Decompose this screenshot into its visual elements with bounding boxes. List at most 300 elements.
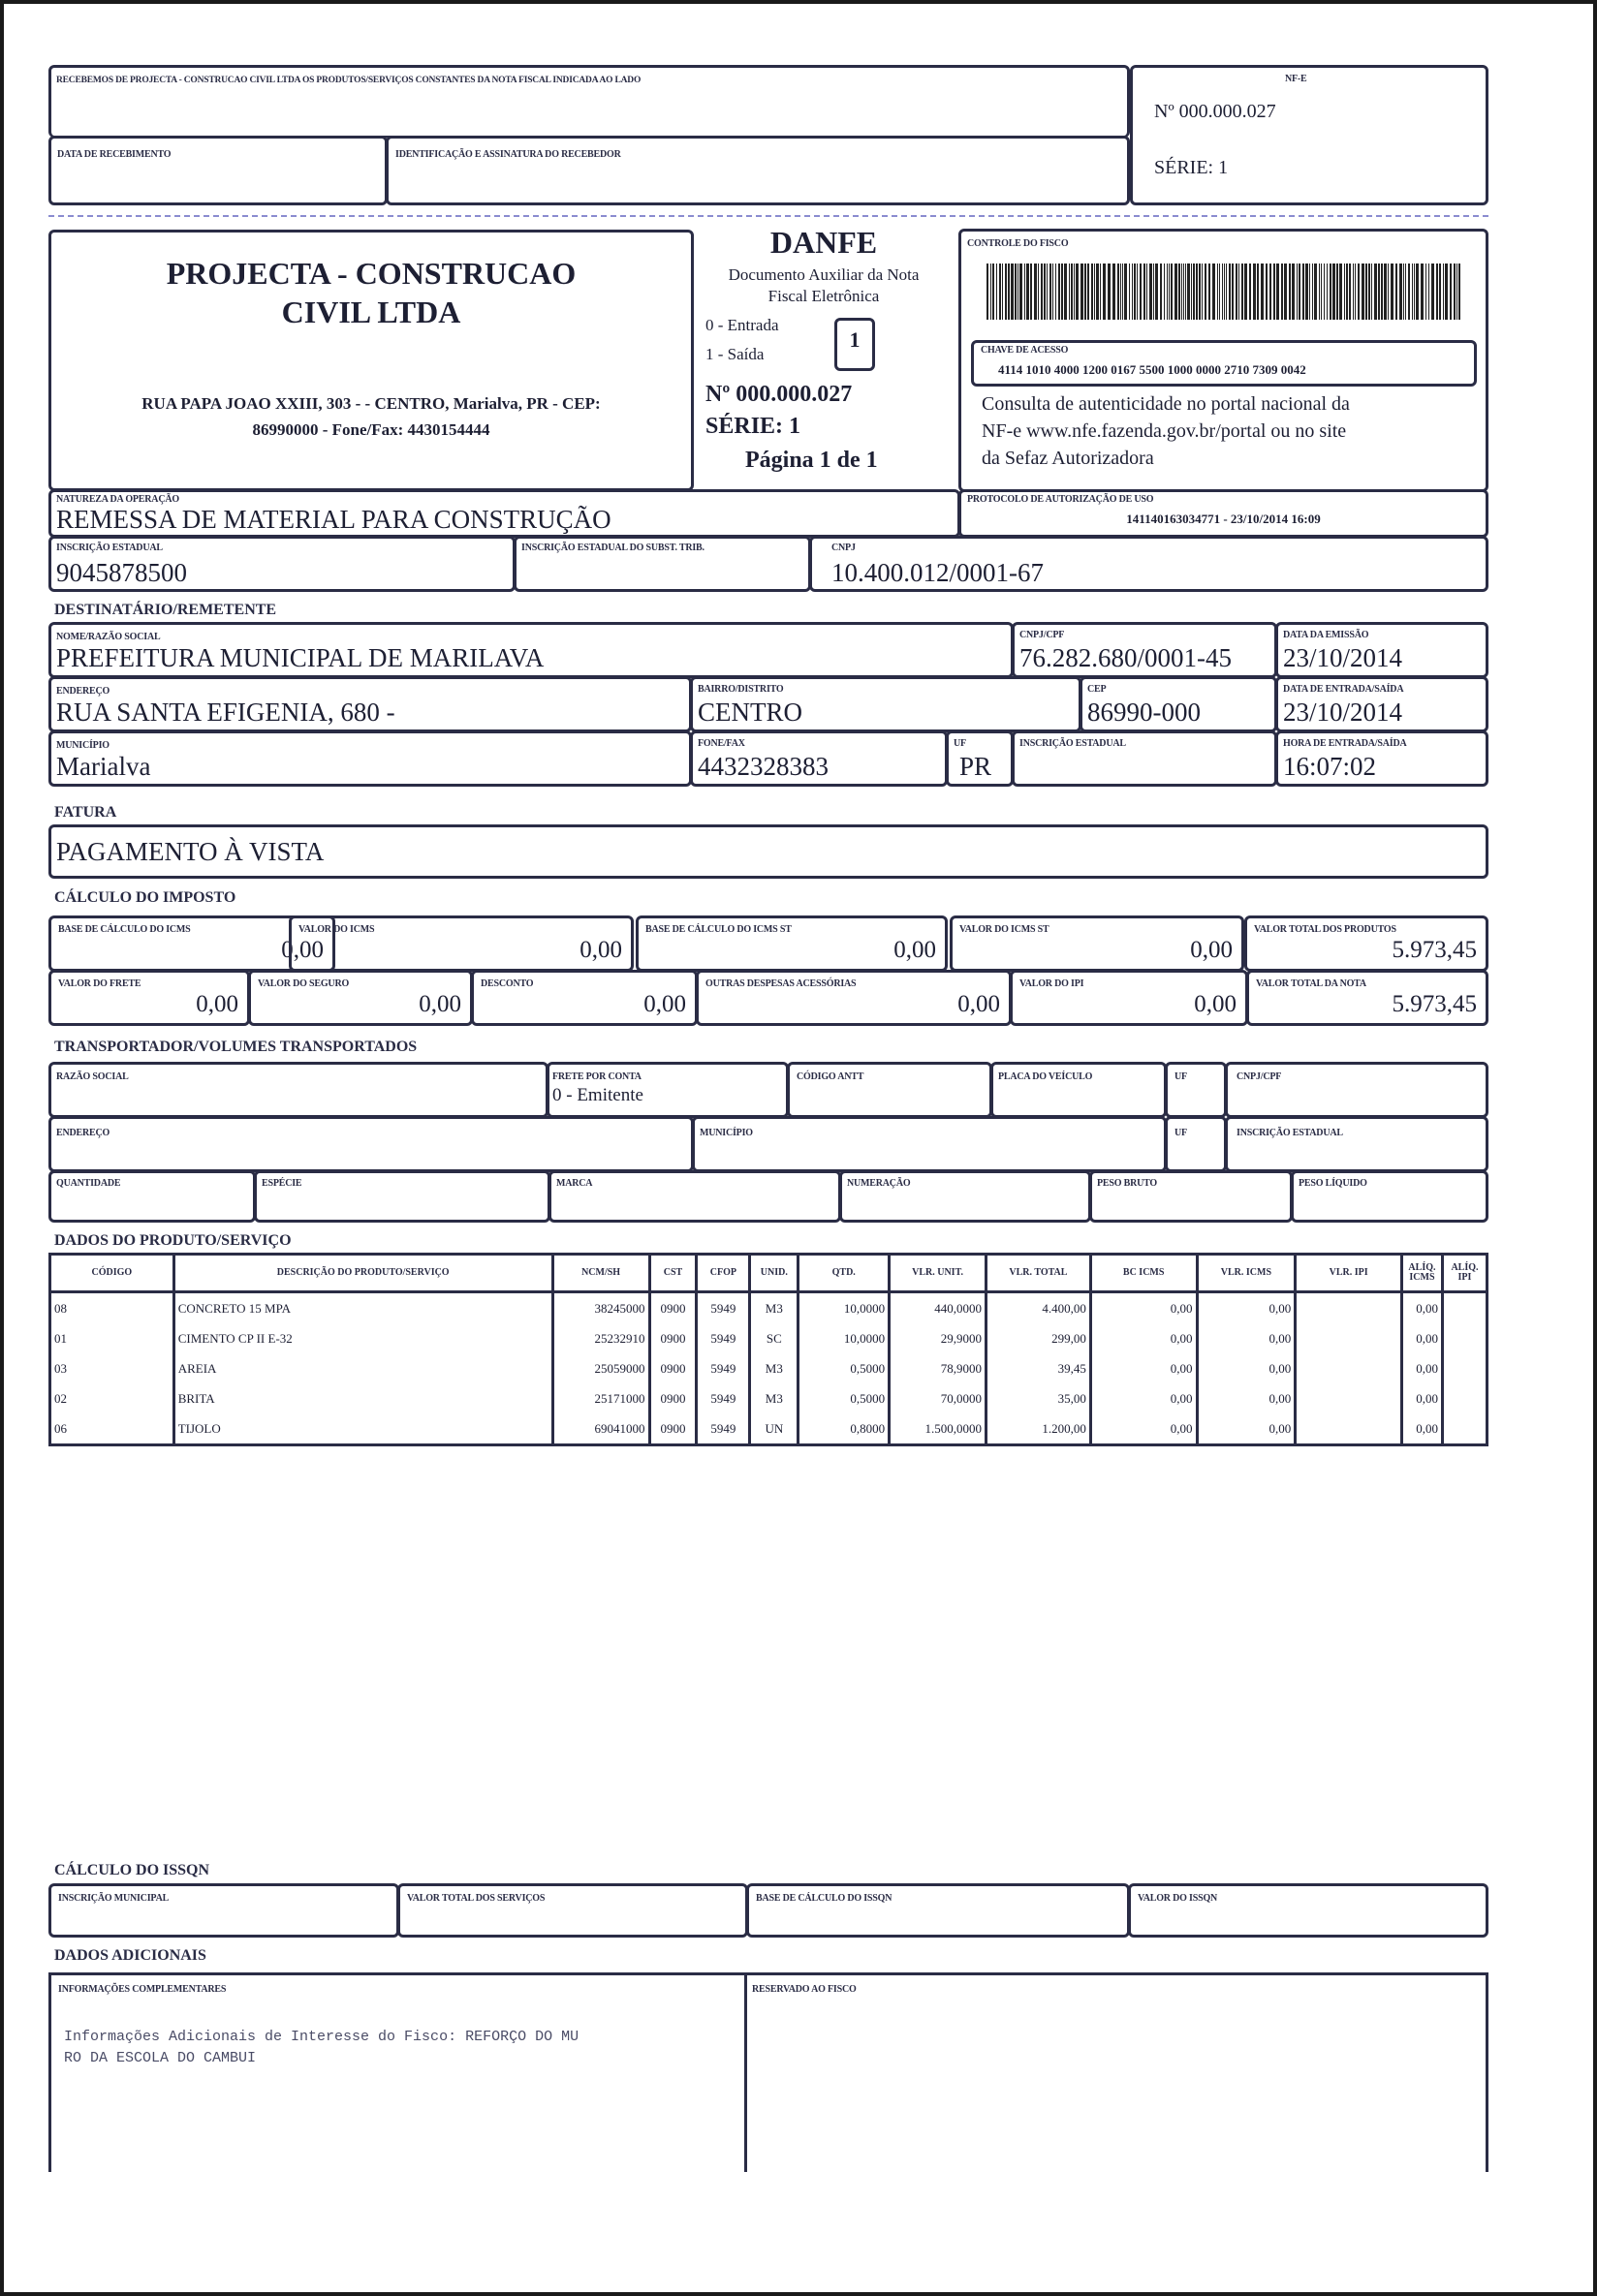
imposto-value: 0,00 (1190, 937, 1233, 963)
barcode-bar (1229, 264, 1231, 320)
barcode-bar (1094, 264, 1095, 320)
dest-endereco-value: RUA SANTA EFIGENIA, 680 - (56, 698, 395, 727)
produtos-cell: M3 (750, 1292, 798, 1324)
canhoto-nfe-box (1130, 65, 1488, 205)
barcode-bar (1071, 264, 1073, 320)
produtos-cell (1296, 1383, 1402, 1413)
imposto-label: DESCONTO (481, 978, 534, 989)
barcode-bar (1403, 264, 1404, 320)
danfe-page (4, 4, 1593, 2292)
barcode-bar (1414, 264, 1415, 320)
produtos-cell: 0,00 (1090, 1323, 1197, 1353)
barcode-bar (1202, 264, 1203, 320)
produtos-cell: TIJOLO (173, 1413, 552, 1445)
emitente-nome-2: CIVIL LTDA (281, 295, 461, 329)
barcode-bar (1155, 264, 1158, 320)
barcode-bar (1281, 264, 1283, 320)
barcode-bar (1171, 264, 1173, 320)
transp-razao-label: RAZÃO SOCIAL (56, 1071, 129, 1082)
produtos-cell: 35,00 (986, 1383, 1091, 1413)
protocolo-label: PROTOCOLO DE AUTORIZAÇÃO DE USO (967, 494, 1154, 505)
barcode-bar (1381, 264, 1383, 320)
canhoto-nfe-label: NF-E (1285, 74, 1307, 84)
produtos-row (50, 1323, 1487, 1353)
produtos-cell: 08 (50, 1292, 174, 1324)
barcode-bar (1408, 264, 1410, 320)
produtos-cell: 0900 (649, 1413, 697, 1445)
transp-antt-box (787, 1062, 992, 1118)
barcode-bar (1164, 264, 1165, 320)
danfe-pagina: Página 1 de 1 (745, 448, 878, 473)
produtos-cell: 38245000 (552, 1292, 649, 1324)
imposto-label: BASE DE CÁLCULO DO ICMS ST (645, 924, 792, 935)
canhoto-recebemos-text: RECEBEMOS DE PROJECTA - CONSTRUCAO CIVIL LTDA OS PRODUTOS/SERVIÇOS CONSTANTES DA NOTA FISCAL INDICADA AO LADO (56, 76, 642, 85)
reservado-fisco-label: RESERVADO AO FISCO (752, 1984, 857, 1995)
produtos-cell: 0,00 (1401, 1292, 1442, 1324)
transp-uf-label: UF (1174, 1071, 1187, 1082)
barcode-bar (1026, 264, 1029, 320)
imposto-value: 0,00 (643, 991, 686, 1017)
produtos-cell: 10,0000 (798, 1292, 890, 1324)
issqn-im-box (48, 1883, 399, 1938)
consulta-3: da Sefaz Autorizadora (982, 448, 1154, 469)
adicionais-right-border (1486, 1972, 1488, 2172)
imposto-value: 0,00 (579, 937, 622, 963)
barcode-bar (1416, 264, 1419, 320)
transp-endereco-box (48, 1116, 694, 1172)
transp-quantidade-label: QUANTIDADE (56, 1178, 121, 1189)
barcode-bar (1319, 264, 1320, 320)
barcode-bar (1224, 264, 1225, 320)
danfe-tipo: 1 (849, 327, 861, 352)
issqn-im-label: INSCRIÇÃO MUNICIPAL (58, 1893, 170, 1904)
data-recebimento-label: DATA DE RECEBIMENTO (57, 149, 172, 160)
fatura-section: FATURA (54, 804, 117, 821)
transp-especie-label: ESPÉCIE (262, 1178, 302, 1189)
barcode-bar (1289, 264, 1291, 320)
barcode-bar (1324, 264, 1325, 320)
imposto-value: 0,00 (419, 991, 461, 1017)
barcode-bar (1253, 264, 1256, 320)
produtos-cell (1442, 1413, 1487, 1445)
barcode-bar (1302, 264, 1304, 320)
barcode-bar (1443, 264, 1444, 320)
barcode-bar (990, 264, 991, 320)
imposto-value: 0,00 (893, 937, 936, 963)
barcode-bar (1084, 264, 1086, 320)
produtos-header-row (50, 1255, 1487, 1292)
imposto-label: VALOR DO SEGURO (258, 978, 350, 989)
issqn-base-box (746, 1883, 1130, 1938)
barcode-bar (1129, 264, 1130, 320)
produtos-cell: 0,00 (1401, 1413, 1442, 1445)
produtos-cell: 25232910 (552, 1323, 649, 1353)
produtos-cell: 02 (50, 1383, 174, 1413)
controle-fisco-label: CONTROLE DO FISCO (967, 238, 1069, 249)
barcode-bar (1112, 264, 1115, 320)
produtos-header-cell: QTD. (798, 1255, 890, 1292)
barcode-bar (1087, 264, 1089, 320)
info-complementares-line2: RO DA ESCOLA DO CAMBUI (64, 2050, 257, 2066)
emitente-nome-1: PROJECTA - CONSTRUCAO (166, 256, 577, 291)
barcode-bar (1336, 264, 1338, 320)
transp-uf2-box (1165, 1116, 1227, 1172)
produtos-row (50, 1353, 1487, 1383)
barcode-bar (1425, 264, 1426, 320)
produtos-cell: 0900 (649, 1292, 697, 1324)
transp-frete-label: FRETE POR CONTA (552, 1071, 642, 1082)
produtos-cell: 01 (50, 1323, 174, 1353)
imposto-label: BASE DE CÁLCULO DO ICMS (58, 924, 191, 935)
consulta-1: Consulta de autenticidade no portal nacional da (982, 393, 1350, 415)
produtos-cell: 03 (50, 1353, 174, 1383)
produtos-cell: 0,8000 (798, 1413, 890, 1445)
transp-endereco-label: ENDEREÇO (56, 1128, 110, 1138)
barcode-bar (1355, 264, 1356, 320)
danfe-entrada: 0 - Entrada (705, 316, 779, 334)
barcode-bar (1450, 264, 1452, 320)
produtos-cell: 29,9000 (890, 1323, 986, 1353)
produtos-header-cell: NCM/SH (552, 1255, 649, 1292)
barcode-bar (1458, 264, 1460, 320)
barcode-bar (1055, 264, 1056, 320)
imposto-section: CÁLCULO DO IMPOSTO (54, 889, 236, 906)
produtos-header-cell: VLR. UNIT. (890, 1255, 986, 1292)
dest-fone-value: 4432328383 (698, 752, 829, 781)
transportador-section: TRANSPORTADOR/VOLUMES TRANSPORTADOS (54, 1039, 418, 1055)
barcode-bar (1047, 264, 1048, 320)
info-complementares-line1: Informações Adicionais de Interesse do Fisco: REFORÇO DO MU (64, 2029, 579, 2045)
canhoto-numero: Nº 000.000.027 (1154, 101, 1276, 122)
barcode-bar (1378, 264, 1380, 320)
barcode-bar (1269, 264, 1271, 320)
transp-numeracao-label: NUMERAÇÃO (847, 1178, 911, 1189)
dest-endereco-label: ENDEREÇO (56, 686, 110, 697)
produtos-cell: 0,00 (1401, 1323, 1442, 1353)
produtos-cell: 4.400,00 (986, 1292, 1091, 1324)
barcode-bar (1332, 264, 1335, 320)
barcode-bar (1299, 264, 1300, 320)
barcode-bar (1212, 264, 1215, 320)
barcode-bar (1309, 264, 1310, 320)
identificacao-box (386, 136, 1130, 205)
produtos-cell: 0,5000 (798, 1353, 890, 1383)
transp-placa-box (990, 1062, 1167, 1118)
barcode-bar (1096, 264, 1099, 320)
natureza-value: REMESSA DE MATERIAL PARA CONSTRUÇÃO (56, 505, 611, 534)
barcode-bar (999, 264, 1001, 320)
produtos-cell: 1.200,00 (986, 1413, 1091, 1445)
emitente-endereco-2: 86990000 - Fone/Fax: 4430154444 (252, 420, 490, 439)
produtos-header-cell: CFOP (697, 1255, 750, 1292)
barcode-bar (1019, 264, 1022, 320)
produtos-cell: 25171000 (552, 1383, 649, 1413)
transp-ie-label: INSCRIÇÃO ESTADUAL (1237, 1128, 1343, 1138)
produtos-header-cell: DESCRIÇÃO DO PRODUTO/SERVIÇO (173, 1255, 552, 1292)
produtos-cell: CONCRETO 15 MPA (173, 1292, 552, 1324)
barcode-bar (1222, 264, 1223, 320)
protocolo-value: 141140163034771 - 23/10/2014 16:09 (1126, 512, 1321, 526)
barcode-bar (1349, 264, 1351, 320)
barcode-bar (1064, 264, 1067, 320)
barcode-bar (1049, 264, 1051, 320)
barcode-bar (1041, 264, 1043, 320)
cnpj-emitente-label: CNPJ (831, 543, 856, 553)
imposto-label: VALOR DO IPI (1019, 978, 1084, 989)
barcode-bar (1169, 264, 1170, 320)
barcode-bar (1305, 264, 1308, 320)
dest-nome-value: PREFEITURA MUNICIPAL DE MARILAVA (56, 643, 545, 672)
barcode-bar (1002, 264, 1003, 320)
barcode (986, 264, 1463, 320)
issqn-servicos-box (397, 1883, 748, 1938)
produtos-cell (1296, 1292, 1402, 1324)
barcode-bar (1167, 264, 1168, 320)
produtos-cell: M3 (750, 1353, 798, 1383)
transp-cnpj-box (1225, 1062, 1488, 1118)
barcode-bar (1052, 264, 1053, 320)
consulta-2: NF-e www.nfe.fazenda.gov.br/portal ou no site (982, 420, 1347, 442)
imposto-value: 0,00 (281, 937, 324, 963)
produtos-cell: 0,5000 (798, 1383, 890, 1413)
imposto-label: OUTRAS DESPESAS ACESSÓRIAS (705, 978, 857, 989)
barcode-bar (1137, 264, 1138, 320)
barcode-bar (1181, 264, 1182, 320)
transp-municipio-box (692, 1116, 1167, 1172)
dest-hora-label: HORA DE ENTRADA/SAÍDA (1283, 738, 1407, 749)
dest-bairro-label: BAIRRO/DISTRITO (698, 684, 784, 695)
data-recebimento-box (48, 136, 388, 205)
dest-ie-label: INSCRIÇÃO ESTADUAL (1019, 738, 1126, 749)
ie-st-label: INSCRIÇÃO ESTADUAL DO SUBST. TRIB. (521, 543, 705, 553)
produtos-cell: 5949 (697, 1323, 750, 1353)
barcode-bar (1436, 264, 1438, 320)
chave-acesso-label: CHAVE DE ACESSO (981, 345, 1069, 356)
barcode-bar (992, 264, 994, 320)
produtos-cell: 0,00 (1401, 1383, 1442, 1413)
dest-municipio-label: MUNICÍPIO (56, 740, 110, 751)
barcode-bar (1346, 264, 1348, 320)
barcode-bar (1205, 264, 1206, 320)
produtos-cell (1296, 1413, 1402, 1445)
barcode-bar (1193, 264, 1195, 320)
barcode-bar (1015, 264, 1017, 320)
cnpj-emitente-value: 10.400.012/0001-67 (831, 558, 1044, 587)
adicionais-divider (744, 1972, 747, 2172)
produtos-cell: 78,9000 (890, 1353, 986, 1383)
cut-line (48, 215, 1488, 217)
barcode-bar (1103, 264, 1106, 320)
produtos-cell: 0,00 (1090, 1383, 1197, 1413)
transp-marca-label: MARCA (556, 1178, 593, 1189)
barcode-bar (1219, 264, 1220, 320)
produtos-cell: 70,0000 (890, 1383, 986, 1413)
barcode-bar (1178, 264, 1180, 320)
barcode-bar (1388, 264, 1389, 320)
barcode-bar (1191, 264, 1192, 320)
barcode-bar (1196, 264, 1198, 320)
barcode-bar (1076, 264, 1079, 320)
barcode-bar (1149, 264, 1152, 320)
barcode-bar (1199, 264, 1201, 320)
barcode-bar (1405, 264, 1406, 320)
barcode-bar (1038, 264, 1039, 320)
dest-emissao-label: DATA DA EMISSÃO (1283, 630, 1369, 640)
barcode-bar (1034, 264, 1037, 320)
imposto-label: VALOR TOTAL DOS PRODUTOS (1254, 924, 1396, 935)
produtos-cell: 0,00 (1197, 1353, 1296, 1383)
dest-nome-label: NOME/RAZÃO SOCIAL (56, 632, 161, 642)
barcode-bar (1391, 264, 1393, 320)
fatura-value: PAGAMENTO À VISTA (56, 837, 325, 866)
imposto-label: VALOR DO ICMS (298, 924, 375, 935)
produtos-cell: 0,00 (1197, 1383, 1296, 1413)
produtos-table (48, 1253, 1488, 1446)
produtos-cell: 69041000 (552, 1413, 649, 1445)
produtos-cell: 5949 (697, 1292, 750, 1324)
produtos-cell: 39,45 (986, 1353, 1091, 1383)
issqn-base-label: BASE DE CÁLCULO DO ISSQN (756, 1893, 892, 1904)
produtos-cell: 299,00 (986, 1323, 1091, 1353)
barcode-bar (1412, 264, 1413, 320)
barcode-bar (1249, 264, 1251, 320)
produtos-cell (1442, 1323, 1487, 1353)
barcode-bar (1091, 264, 1093, 320)
produtos-cell: 1.500,0000 (890, 1413, 986, 1445)
barcode-bar (1074, 264, 1075, 320)
barcode-bar (1208, 264, 1210, 320)
barcode-bar (1011, 264, 1014, 320)
produtos-header-cell: VLR. ICMS (1197, 1255, 1296, 1292)
transp-uf2-label: UF (1174, 1128, 1187, 1138)
dest-cep-label: CEP (1087, 684, 1107, 695)
produtos-cell: SC (750, 1323, 798, 1353)
produtos-cell: 0900 (649, 1383, 697, 1413)
produtos-cell (1442, 1383, 1487, 1413)
issqn-servicos-label: VALOR TOTAL DOS SERVIÇOS (407, 1893, 546, 1904)
emitente-endereco-1: RUA PAPA JOAO XXIII, 303 - - CENTRO, Marialva, PR - CEP: (141, 394, 601, 413)
transp-placa-label: PLACA DO VEÍCULO (998, 1071, 1093, 1082)
barcode-bar (1185, 264, 1186, 320)
dest-bairro-value: CENTRO (698, 698, 802, 727)
barcode-bar (1232, 264, 1234, 320)
produtos-section: DADOS DO PRODUTO/SERVIÇO (54, 1232, 292, 1249)
produtos-header-cell: UNID. (750, 1255, 798, 1292)
barcode-bar (1122, 264, 1123, 320)
produtos-cell: 25059000 (552, 1353, 649, 1383)
produtos-cell: 5949 (697, 1353, 750, 1383)
adicionais-section: DADOS ADICIONAIS (54, 1947, 206, 1964)
produtos-header-cell: VLR. TOTAL (986, 1255, 1091, 1292)
barcode-bar (1134, 264, 1136, 320)
adicionais-left-border (48, 1972, 51, 2172)
produtos-cell: 10,0000 (798, 1323, 890, 1353)
barcode-bar (1261, 264, 1264, 320)
produtos-cell: 5949 (697, 1383, 750, 1413)
barcode-bar (1431, 264, 1434, 320)
imposto-value: 5.973,45 (1392, 937, 1477, 963)
imposto-label: VALOR DO ICMS ST (959, 924, 1049, 935)
danfe-numero: Nº 000.000.027 (705, 382, 853, 407)
barcode-bar (1362, 264, 1364, 320)
danfe-subtitle-2: Fiscal Eletrônica (767, 287, 880, 305)
destinatario-section: DESTINATÁRIO/REMETENTE (54, 602, 277, 618)
barcode-bar (1143, 264, 1145, 320)
dest-municipio-value: Marialva (56, 752, 151, 781)
barcode-bar (1445, 264, 1448, 320)
produtos-cell: 0,00 (1197, 1413, 1296, 1445)
adicionais-top-border (48, 1972, 1488, 1975)
barcode-bar (1327, 264, 1328, 320)
dest-entrada-saida-value: 23/10/2014 (1283, 698, 1403, 727)
barcode-bar (1257, 264, 1259, 320)
barcode-bar (1321, 264, 1322, 320)
barcode-bar (1058, 264, 1060, 320)
transp-antt-label: CÓDIGO ANTT (797, 1071, 864, 1082)
barcode-bar (1160, 264, 1162, 320)
barcode-bar (1108, 264, 1111, 320)
barcode-bar (1061, 264, 1063, 320)
barcode-bar (1146, 264, 1147, 320)
dest-emissao-value: 23/10/2014 (1283, 643, 1403, 672)
transp-ie-box (1225, 1116, 1488, 1172)
produtos-cell: 0,00 (1197, 1292, 1296, 1324)
dest-fone-label: FONE/FAX (698, 738, 745, 749)
barcode-bar (1024, 264, 1025, 320)
barcode-bar (1297, 264, 1298, 320)
imposto-value: 0,00 (1194, 991, 1237, 1017)
barcode-bar (1353, 264, 1354, 320)
barcode-bar (1454, 264, 1456, 320)
imposto-label: VALOR TOTAL DA NOTA (1256, 978, 1366, 989)
barcode-bar (1174, 264, 1177, 320)
barcode-bar (1292, 264, 1295, 320)
barcode-bar (1399, 264, 1402, 320)
produtos-cell: 0,00 (1197, 1323, 1296, 1353)
ie-label: INSCRIÇÃO ESTADUAL (56, 543, 163, 553)
natureza-label: NATUREZA DA OPERAÇÃO (56, 494, 179, 505)
barcode-bar (1312, 264, 1313, 320)
barcode-bar (1314, 264, 1317, 320)
produtos-header-cell: VLR. IPI (1296, 1255, 1402, 1292)
produtos-cell (1296, 1353, 1402, 1383)
produtos-header-cell: ALÍQ. ICMS (1401, 1255, 1442, 1292)
dest-entrada-saida-label: DATA DE ENTRADA/SAÍDA (1283, 684, 1404, 695)
produtos-cell: M3 (750, 1383, 798, 1413)
barcode-bar (1069, 264, 1070, 320)
transp-peso-liquido-label: PESO LÍQUIDO (1299, 1178, 1367, 1189)
imposto-value: 0,00 (957, 991, 1000, 1017)
identificacao-label: IDENTIFICAÇÃO E ASSINATURA DO RECEBEDOR (395, 149, 621, 160)
barcode-bar (1241, 264, 1243, 320)
barcode-bar (1226, 264, 1227, 320)
dest-uf-label: UF (954, 738, 966, 749)
barcode-bar (1236, 264, 1237, 320)
dest-cnpj-value: 76.282.680/0001-45 (1019, 643, 1232, 672)
dest-cnpj-label: CNPJ/CPF (1019, 630, 1065, 640)
barcode-bar (1005, 264, 1007, 320)
produtos-cell: 5949 (697, 1413, 750, 1445)
barcode-bar (1187, 264, 1190, 320)
transp-cnpj-label: CNPJ/CPF (1237, 1071, 1282, 1082)
produtos-cell: BRITA (173, 1383, 552, 1413)
produtos-header-cell: ALÍQ. IPI (1442, 1255, 1487, 1292)
imposto-label: VALOR DO FRETE (58, 978, 141, 989)
dest-uf-value: PR (959, 752, 992, 781)
dest-hora-value: 16:07:02 (1283, 752, 1377, 781)
produtos-cell: 0900 (649, 1323, 697, 1353)
produtos-cell: 0,00 (1401, 1353, 1442, 1383)
